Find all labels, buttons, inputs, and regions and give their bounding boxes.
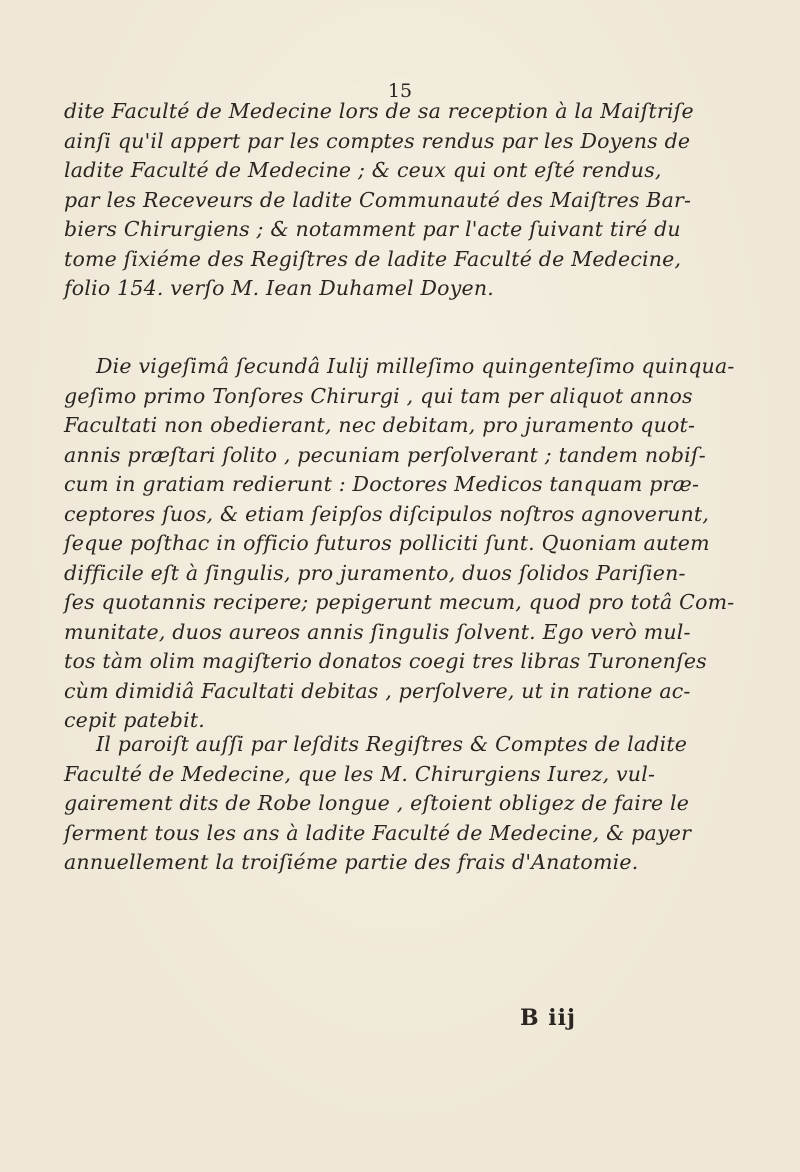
text-line: difficile eſt à ſingulis, pro juramento, duos ſolidos Pariſien- — [64, 560, 686, 585]
text-line: ceptores ſuos, & etiam ſeipſos diſcipulos noſtros agnoverunt, — [64, 501, 710, 526]
text-line: ſeque poſthac in officio futuros polliciti ſunt. Quoniam autem — [64, 531, 710, 555]
text-line: tos tàm olim magiſterio donatos coegi tres libras Turonenſes — [64, 649, 707, 673]
text-line: cepit patebit. — [64, 708, 205, 732]
text-line: ainſi qu'il appert par les comptes rendus par les Doyens de — [64, 128, 691, 153]
text-line: par les Receveurs de ladite Communauté des Maiſtres Bar- — [64, 187, 692, 212]
text-line: dite Faculté de Medecine lors de sa reception à la Maiſtriſe — [64, 99, 694, 123]
text-line: Facultati non obedierant, nec debitam, pro juramento quot- — [64, 413, 696, 437]
text-line: geſimo primo Tonſores Chirurgi , qui tam per aliquot annos — [64, 383, 693, 408]
text-line: annis præſtari ſolito , pecuniam perſolverant ; tandem nobiſ- — [64, 442, 706, 467]
text-line: ſes quotannis recipere; pepigerunt mecum, quod pro totâ Com- — [64, 590, 735, 614]
text-line: biers Chirurgiens ; & notamment par l'acte ſuivant tiré du — [64, 217, 681, 241]
text-line: tome ſixiéme des Regiſtres de ladite Faculté de Medecine, — [64, 246, 682, 271]
text-line: Faculté de Medecine, que les M. Chirurgiens Iurez, vul- — [64, 761, 656, 786]
page-number: 15 — [387, 80, 413, 102]
paragraph-registres — [64, 730, 754, 878]
text-line: gairement dits de Robe longue , eſtoient obligez de faire le — [64, 791, 690, 815]
text-line: ſerment tous les ans à ladite Faculté de Medecine, & payer — [64, 820, 692, 845]
text-line: Die vigeſimâ ſecundâ Iulij milleſimo quingenteſimo quinqua- — [96, 354, 735, 378]
text-line: munitate, duos aureos annis ſingulis ſolvent. Ego verò mul- — [64, 619, 691, 644]
text-line: cùm dimidiâ Facultati debitas , perſolvere, ut in ratione ac- — [64, 678, 691, 703]
text-line: Il paroiſt auſſi par leſdits Regiſtres & Comptes de ladite — [96, 732, 688, 756]
text-line: folio 154. verſo M. Iean Duhamel Doyen. — [64, 276, 494, 300]
text-line: ladite Faculté de Medecine ; & ceux qui ont eſté rendus, — [64, 158, 662, 182]
paragraph-faculte-reception — [64, 97, 754, 304]
text-line: annuellement la troiſiéme partie des frais d'Anatomie. — [64, 850, 639, 874]
signature-mark: B iij — [520, 1005, 576, 1031]
paragraph-latin-record — [64, 352, 754, 736]
text-line: cum in gratiam redierunt : Doctores Medicos tanquam præ- — [64, 472, 700, 496]
